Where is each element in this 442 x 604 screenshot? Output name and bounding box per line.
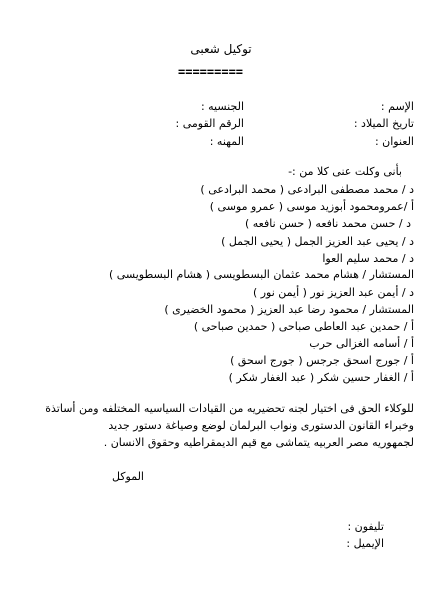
list-item: د / محمد سليم العوا [322, 252, 414, 265]
birth-date-label: تاريخ الميلاد : [353, 117, 414, 130]
list-item: د / يحيى عبد العزيز الجمل ( يحيى الجمل ) [221, 235, 414, 248]
nationality-label: الجنسيه : [200, 100, 244, 113]
national-id-label: الرقم القومى : [175, 117, 244, 130]
list-item: المستشار / محمود رضا عبد العزيز ( محمود الخضيرى ) [164, 303, 414, 316]
list-item: أ /عمرومحمود أبوزيد موسى ( عمرو موسى ) [209, 200, 414, 213]
list-item: د / محمد مصطفى البرادعى ( محمد البرادعى ) [200, 183, 414, 196]
signature-label: الموكل [111, 470, 144, 483]
profession-label: المهنه : [209, 135, 244, 148]
name-label: الإسم : [380, 100, 414, 113]
phone-label: تليفون : [347, 520, 384, 533]
list-item: د / أيمن عبد العزيز نور ( أيمن نور ) [252, 286, 414, 299]
list-item: أ / أسامه الغزالى حرب [309, 337, 414, 350]
email-label: الإيميل : [346, 537, 384, 550]
paragraph-line: لجمهوريه مصر العربيه يتماشى مع قيم الديمقراطيه وحقوق الانسان . [103, 436, 414, 449]
list-item: المستشار / هشام محمد عثمان البسطويسى ( هشام البسطويسى ) [108, 268, 414, 281]
title-underline: ========= [178, 65, 244, 79]
agents-intro: بأنى وكلت عنى كلا من :- [288, 165, 402, 178]
list-item: أ / حمدين عبد العاطى صباحى ( حمدين صباحى ) [193, 320, 414, 333]
list-item: د / حسن محمد نافعه ( حسن نافعه ) [244, 217, 411, 230]
document-title: توكيل شعبى [190, 42, 252, 56]
paragraph-line: للوكلاء الحق فى اختيار لجنه تحضيريه من القيادات السياسيه المختلفه ومن أساتذة [45, 402, 414, 415]
list-item: أ / الغفار حسين شكر ( عبد الغفار شكر ) [228, 371, 414, 384]
list-item: أ / جورج اسحق جرجس ( جورج اسحق ) [230, 354, 414, 367]
paragraph-line: وخبراء القانون الدستورى ونواب البرلمان لوضع وصياغة دستور جديد [108, 419, 414, 432]
address-label: العنوان : [374, 135, 414, 148]
mandate-paragraph [22, 400, 414, 451]
